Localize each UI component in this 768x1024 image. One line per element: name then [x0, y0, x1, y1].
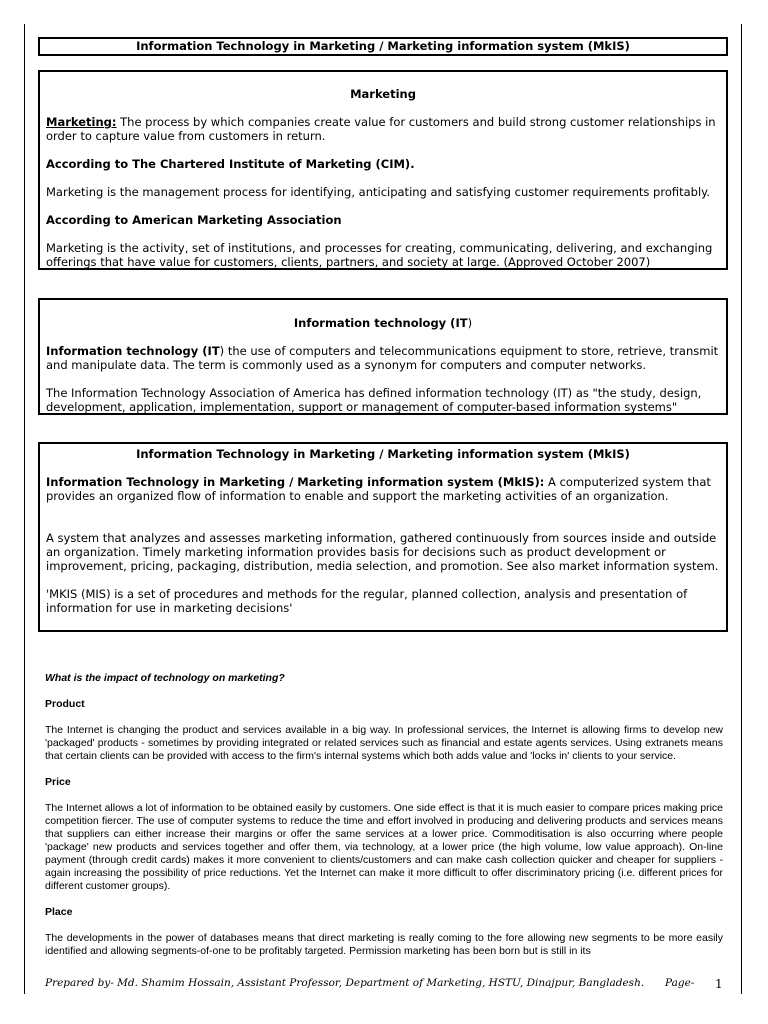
mkis-procedures-text: 'MKIS (MIS) is a set of procedures and methods for the regular, planned collection, analysis and presentation of information for use in marketing decisions'	[46, 587, 688, 615]
marketing-def-text: The process by which companies create value for customers and build strong customer relationships in order to capture value from customers in return.	[46, 115, 716, 143]
product-text: The Internet is changing the product and services available in a big way. In professional services, the Internet is allowing firms to develop new 'packaged' products - sometimes by providing integrated or related services such as financial and estate agents services. Using extranets means that certain clients can be provided with access to the firm's internal systems which both adds value and 'locks in' clients to your service.	[45, 724, 723, 762]
mkis-box	[38, 442, 728, 632]
marketing-title: Marketing	[350, 87, 416, 101]
place-heading: Place	[45, 906, 73, 918]
itaa-text: The Information Technology Association of America has defined information technology (IT) as "the study, design, development, application, implementation, support or management of computer-based information systems"	[46, 386, 702, 414]
header-box	[38, 37, 728, 56]
ama-text: Marketing is the activity, set of institutions, and processes for creating, communicating, delivering, and exchanging offerings that have value for customers, clients, partners, and society at large. (Approved October 2007)	[46, 241, 713, 269]
mkis-definition: Information Technology in Marketing / Marketing information system (MkIS): A computerized system that provides an organized flow of information to enable and support the marketing activities of an organization.	[46, 475, 711, 503]
footer	[45, 977, 735, 989]
marketing-def-term: Marketing:	[46, 115, 117, 129]
cim-heading: According to The Chartered Institute of Marketing (CIM).	[46, 157, 415, 171]
impact-question: What is the impact of technology on marketing?	[45, 672, 285, 684]
mkis-title: Information Technology in Marketing / Marketing information system (MkIS)	[136, 447, 630, 461]
price-text: The Internet allows a lot of information to be obtained easily by customers. One side effect is that it is much easier to compare prices making price competition fiercer. The use of computer systems to reduce the time and effort involved in producing and delivering products and services means that suppliers can either increase their margins or offer the same services at a lower price. Commoditisation is also occurring where people 'package' new products and services together and offer them, via technology, at a lower price (the high volume, low value approach). On-line payment (through credit cards) makes it more convenient to clients/customers and can make cash collection quicker and cheaper for suppliers - again increasing the possibility of price reductions. Yet the Internet can make it more difficult to offer discriminatory pricing (i.e. different prices for different customer groups).	[45, 802, 723, 892]
it-box	[38, 298, 728, 415]
cim-text: Marketing is the management process for identifying, anticipating and satisfying customer requirements profitably.	[46, 185, 710, 199]
it-title: Information technology (IT)	[293, 316, 473, 330]
impact-section	[45, 672, 723, 958]
it-definition: Information technology (IT) the use of computers and telecommunications equipment to store, retrieve, transmit and manipulate data. The term is commonly used as a synonym for computers and computer networks.	[46, 344, 719, 372]
marketing-box	[38, 70, 728, 270]
page-label: Page-	[665, 977, 695, 989]
price-heading: Price	[45, 776, 71, 788]
marketing-definition	[46, 115, 720, 143]
header-title: Information Technology in Marketing / Marketing information system (MkIS)	[136, 39, 630, 53]
prepared-by: Prepared by- Md. Shamim Hossain, Assistant Professor, Department of Marketing, HSTU, Dinajpur, Bangladesh.	[45, 977, 645, 989]
page-number: 1	[715, 977, 723, 991]
mkis-system-text: A system that analyzes and assesses marketing information, gathered continuously from sources inside and outside an organization. Timely marketing information provides basis for decisions such as product development or improvement, pricing, packaging, distribution, media selection, and promotion. See also market information system.	[46, 531, 719, 573]
ama-heading: According to American Marketing Association	[46, 213, 342, 227]
product-heading: Product	[45, 698, 85, 710]
place-text: The developments in the power of databases means that direct marketing is really coming to the fore allowing new segments to be more easily identified and allowing segments-of-one to be profitably targeted. Permission marketing has been born but is still in its	[45, 932, 723, 957]
